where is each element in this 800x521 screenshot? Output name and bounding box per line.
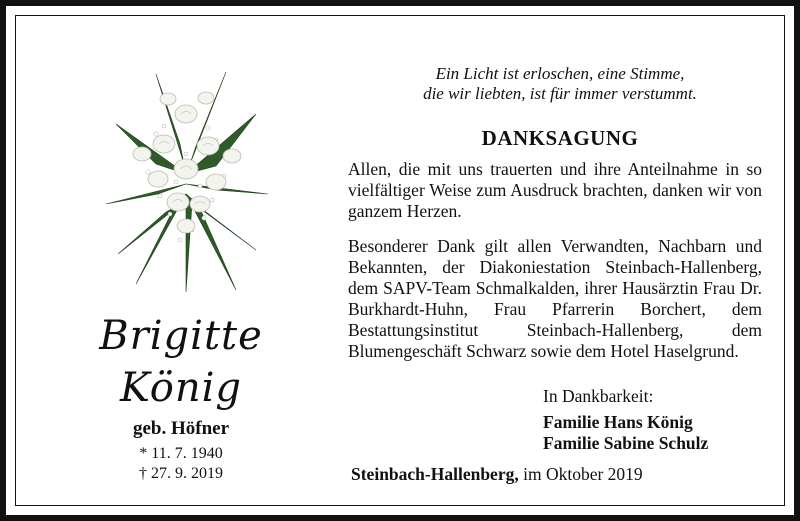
- last-name: König: [119, 365, 243, 411]
- place-name: Steinbach-Hallenberg,: [351, 464, 519, 484]
- white-rose-bouquet-icon: [96, 54, 276, 294]
- gratitude-label: In Dankbarkeit:: [543, 386, 654, 406]
- family-name-1: Familie Hans König: [543, 412, 693, 432]
- death-date: † 27. 9. 2019: [139, 465, 223, 482]
- thanks-paragraph-2: Besonderer Dank gilt allen Verwandten, Nachbarn und Bekannten, der Diakoniestation Steinbach-Hallenberg, dem SAPV-Team Schmalkalden, ihrer Hausärztin Frau Dr. Burkhardt-Huhn, Frau Pfarrerin Borchert, dem Bestattungsinstitut Steinbach-Hallenberg, dem Blumengeschäft Schwarz sowie dem Hotel Haselgrund.: [348, 236, 762, 361]
- life-dates: [16, 444, 346, 484]
- month-year: im Oktober 2019: [518, 464, 643, 484]
- inner-border: [15, 15, 785, 506]
- first-name: Brigitte: [99, 313, 263, 359]
- quote-line-2: die wir liebten, ist für immer verstummt.: [423, 84, 697, 103]
- maiden-name: geb. Höfner: [132, 418, 230, 439]
- memorial-quote: [348, 64, 772, 104]
- left-column: [16, 16, 346, 505]
- right-column: [348, 16, 772, 505]
- birth-date: * 11. 7. 1940: [139, 445, 223, 462]
- page-title: DANKSAGUNG: [481, 126, 639, 150]
- quote-line-1: Ein Licht ist erloschen, eine Stimme,: [435, 64, 685, 83]
- family-name-2: Familie Sabine Schulz: [543, 433, 709, 453]
- thanks-paragraph-1: Allen, die mit uns trauerten und ihre Anteilnahme in so vielfältiger Weise zum Ausdruck brachten, danken wir von ganzem Herzen.: [348, 159, 762, 221]
- place-date-line: [351, 464, 643, 485]
